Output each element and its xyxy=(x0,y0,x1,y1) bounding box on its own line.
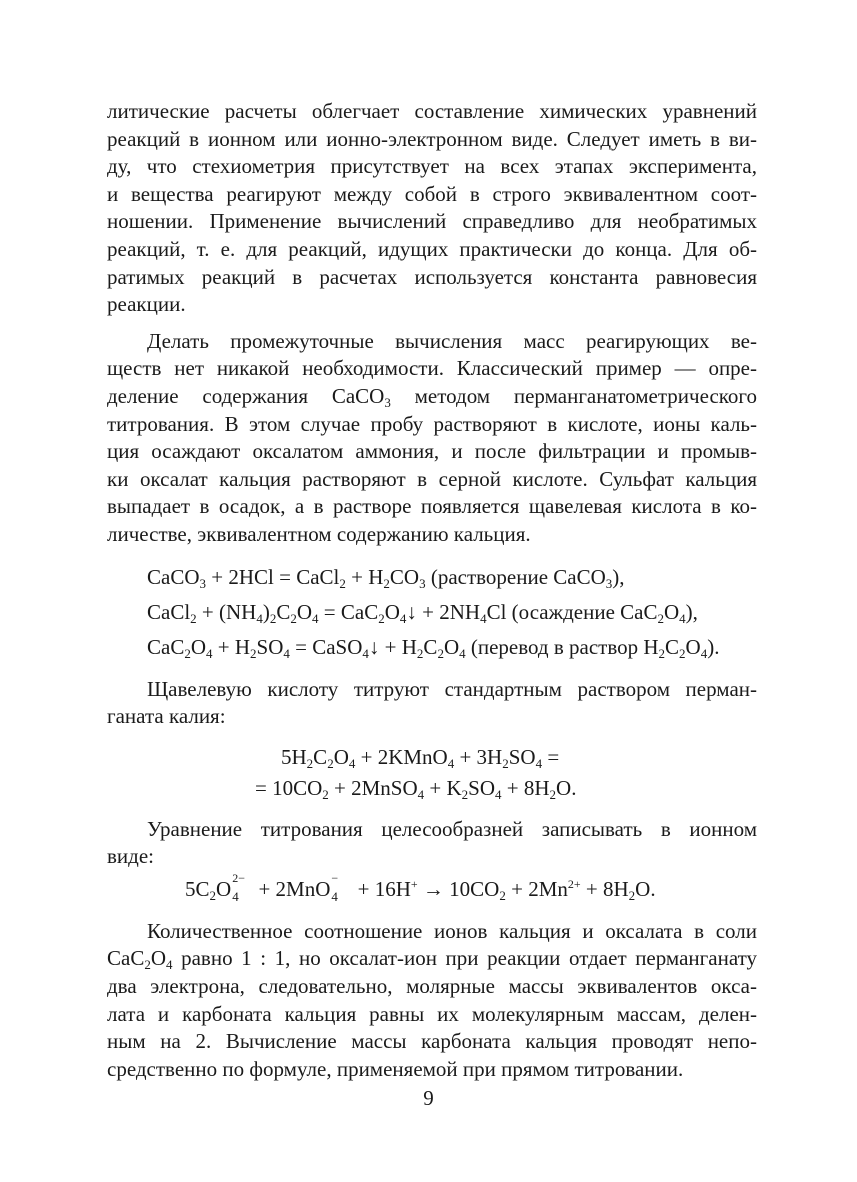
text-line: реакций в ионном или ионно-электронном виде. Следует иметь в ви- xyxy=(107,126,757,151)
text-line: титрования. В этом случае пробу растворяют в кислоте, ионы каль- xyxy=(107,411,757,436)
text-line: выпадает в осадок, а в растворе появляется щавелевая кислота в ко- xyxy=(107,494,757,519)
equation-line: $5H_2C_2O_4$ + 2KMnO$_4$ + $3H_2SO_4$ = xyxy=(281,744,560,771)
text-line: лата и карбоната кальция равны их молекулярным массам, делен- xyxy=(107,1001,757,1026)
text-line: $CaC_2O_4$ равно 1 : 1, но оксалат-ион при реакции отдает перманганату xyxy=(107,946,757,973)
text-line: личестве, эквивалентном содержанию кальция. xyxy=(107,521,531,546)
text-line: Количественное соотношение ионов кальция и оксалата в соли xyxy=(147,918,757,943)
text-line: два электрона, следовательно, молярные массы эквивалентов окса- xyxy=(107,974,757,999)
text-line: деление содержания CaCO$_3$ методом перманганатометрического xyxy=(107,383,757,410)
text-line: ция осаждают оксалатом аммония, и после фильтрации и промыв- xyxy=(107,439,757,464)
paragraph-1 xyxy=(107,98,757,319)
equation-line: = $10CO_2$ + 2MnSO$_4$ + $K_2SO_4 + 8H_2O$. xyxy=(255,775,577,802)
reaction-transfer: $CaC_2O_4 + H_2SO_4$ = CaSO$_4$↓ + $H_2C_2O_4$ (перевод в раствор $H_2C_2O_4$). xyxy=(147,634,720,661)
reaction-precipitation: CaCl$_2$ + $(NH_4)_2C_2O_4$ = $CaC_2O_4↓ + 2NH_4Cl$ (осаждение $CaC_2O_4$), xyxy=(147,599,698,626)
text-line: ным на 2. Вычисление массы карбоната кальция проводят непо- xyxy=(107,1029,757,1054)
text-line: ношении. Применение вычислений справедливо для необратимых xyxy=(107,209,757,234)
page-number: 9 xyxy=(423,1086,434,1110)
text-line: реакций, т. е. для реакций, идущих практически до конца. Для об- xyxy=(107,236,757,261)
text-line: литические расчеты облегчает составление химических уравнений xyxy=(107,99,757,123)
ionic-equation: $5C_2O$ 2− 4 + 2MnO − 4 + $16H^+ \to 10CO_2 + 2Mn^{2+} + 8H_2O$. xyxy=(185,870,656,904)
reaction-list xyxy=(107,560,757,665)
text-line: и вещества реагируют между собой в строго эквивалентном соот- xyxy=(107,181,757,206)
text-line: Уравнение титрования целесообразней записывать в ионном xyxy=(147,816,757,841)
text-line: Щавелевую кислоту титруют стандартным раствором перман- xyxy=(147,676,757,701)
reaction-note: (растворение CaCO xyxy=(430,564,606,589)
paragraph-4 xyxy=(107,816,757,871)
reaction-dissolution: CaCO$_3$ + 2HCl = CaCl$_2$ + $H_2CO_3$ (растворение CaCO$_3$), xyxy=(147,564,625,591)
page-body xyxy=(107,98,757,1083)
reaction-note: (осаждение CaC xyxy=(511,599,658,624)
text-run: равно 1 : 1, но оксалат-ион при реакции отдает перманганату xyxy=(172,946,757,971)
text-line: реакции. xyxy=(107,292,186,317)
text-line: ратимых реакций в расчетах используется константа равновесия xyxy=(107,264,757,289)
titration-equation xyxy=(107,742,757,804)
text-line: ки оксалат кальция растворяют в серной кислоте. Сульфат кальция xyxy=(107,466,757,491)
paragraph-5 xyxy=(107,918,757,1084)
text-line: ду, что стехиометрия присутствует на всех этапах эксперимента, xyxy=(107,154,757,179)
text-line: ществ нет никакой необходимости. Классический пример — опре- xyxy=(107,356,757,381)
reaction-note: (перевод в раствор H xyxy=(470,634,659,659)
text-run: методом перманганатометрического xyxy=(390,383,757,408)
text-line: виде: xyxy=(107,844,154,869)
paragraph-2 xyxy=(107,328,757,549)
text-line: ганата калия: xyxy=(107,704,226,729)
paragraph-3 xyxy=(107,676,757,731)
text-line: средственно по формуле, применяемой при прямом титровании. xyxy=(107,1056,684,1081)
text-run: деление содержания CaCO xyxy=(107,383,385,408)
text-line: Делать промежуточные вычисления масс реагирующих ве- xyxy=(147,328,757,353)
